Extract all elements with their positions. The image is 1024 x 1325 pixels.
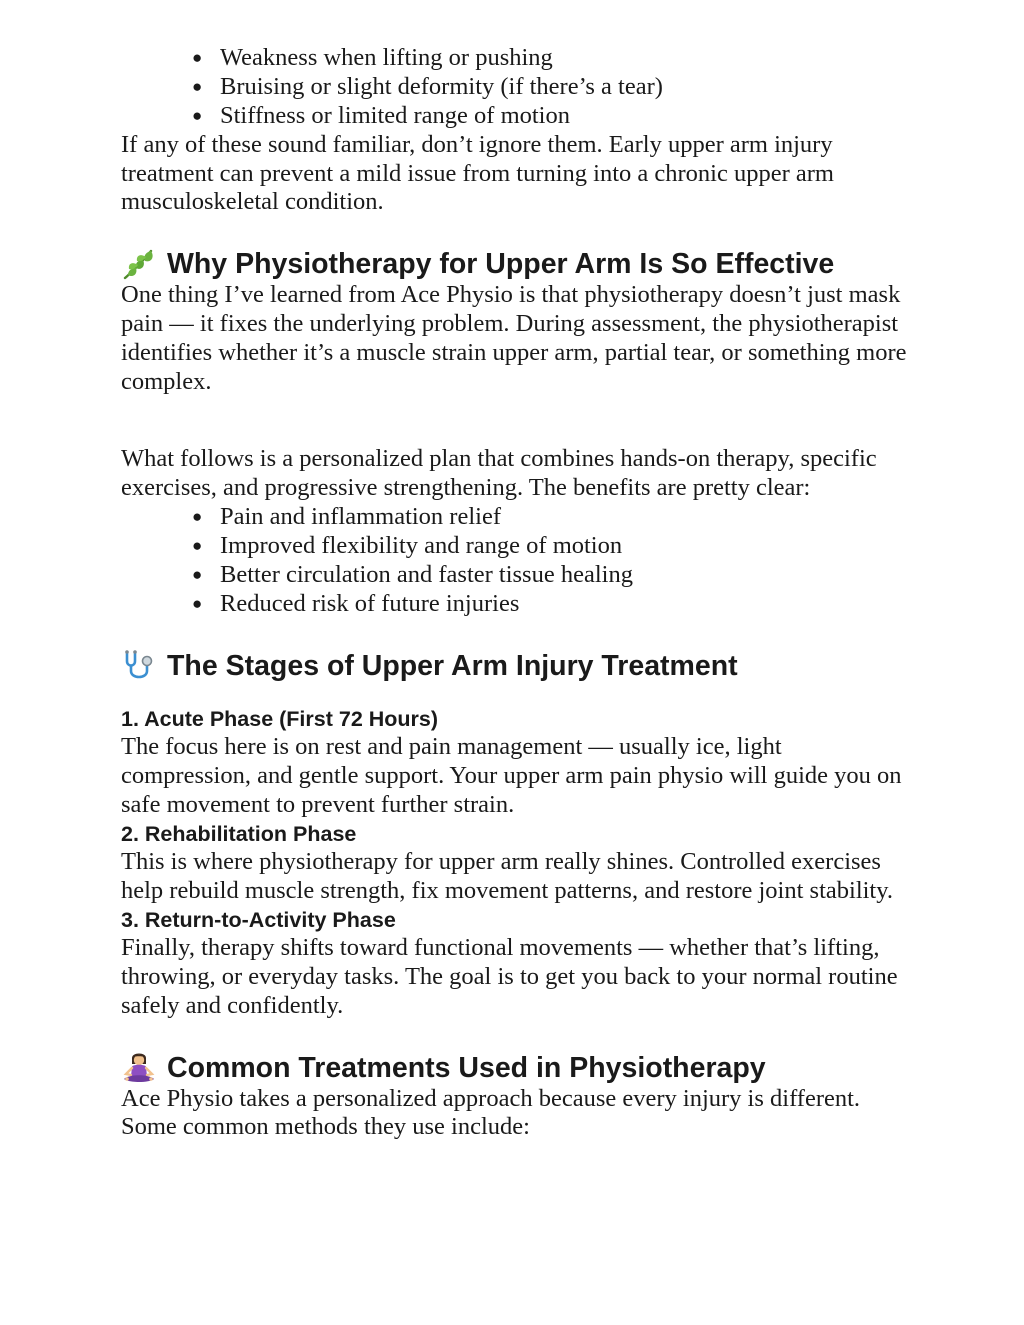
person-in-lotus-position-icon xyxy=(121,1051,157,1085)
list-item-text: Weakness when lifting or pushing xyxy=(220,44,553,71)
section-heading-stages xyxy=(121,649,911,683)
bullet-icon: ● xyxy=(192,76,203,96)
list-item-text: Improved flexibility and range of motion xyxy=(220,531,623,559)
phase-text-acute: The focus here is on rest and pain management — usually ice, light compression, and gentle support. Your upper arm pain physio will guide you on safe movement to prevent further strain. xyxy=(121,733,902,818)
list-item-text: Pain and inflammation relief xyxy=(220,502,501,530)
phase-text-return-to-activity: Finally, therapy shifts toward functional movements — whether that’s lifting, throwing, or everyday tasks. The goal is to get you back to your normal routine safely and confidently. xyxy=(121,934,898,1019)
phase-text-rehabilitation: This is where physiotherapy for upper arm really shines. Controlled exercises help rebuild muscle strength, fix movement patterns, and restore joint stability. xyxy=(121,848,894,904)
intro-paragraph: If any of these sound familiar, don’t ignore them. Early upper arm injury treatment can prevent a mild issue from turning into a chronic upper arm musculoskeletal condition. xyxy=(121,130,834,216)
phase-title-rehabilitation: 2. Rehabilitation Phase xyxy=(121,821,357,846)
bullet-icon: ● xyxy=(192,593,203,613)
list-item xyxy=(121,102,911,131)
bullet-icon: ● xyxy=(192,535,203,555)
document-page xyxy=(121,44,911,1142)
stethoscope-icon xyxy=(121,649,157,683)
symptom-list xyxy=(121,44,911,131)
herb-icon xyxy=(121,247,157,281)
list-item xyxy=(121,73,911,102)
list-item xyxy=(121,532,911,561)
list-item-text: Stiffness or limited range of motion xyxy=(220,101,570,129)
section-title: Why Physiotherapy for Upper Arm Is So Effective xyxy=(167,248,835,281)
benefits-list xyxy=(121,503,911,619)
bullet-icon: ● xyxy=(192,105,203,125)
bullet-icon: ● xyxy=(192,48,203,67)
why-paragraph-2: What follows is a personalized plan that combines hands-on therapy, specific exercises, and progressive strengthening. The benefits are pretty clear: xyxy=(121,445,877,502)
phase-title-return-to-activity: 3. Return-to-Activity Phase xyxy=(121,907,396,932)
section-heading-treatments xyxy=(121,1051,911,1085)
list-item xyxy=(121,561,911,590)
list-item-text: Reduced risk of future injuries xyxy=(220,589,520,617)
list-item xyxy=(121,503,911,532)
section-heading-why xyxy=(121,247,911,281)
section-title: The Stages of Upper Arm Injury Treatment xyxy=(167,649,738,682)
bullet-icon: ● xyxy=(192,506,203,526)
list-item xyxy=(121,44,911,73)
list-item-text: Better circulation and faster tissue healing xyxy=(220,560,633,588)
list-item-text: Bruising or slight deformity (if there’s a tear) xyxy=(220,72,663,100)
section-title: Common Treatments Used in Physiotherapy xyxy=(167,1051,766,1084)
treatments-paragraph: Ace Physio takes a personalized approach because every injury is different. Some common methods they use include: xyxy=(121,1084,861,1141)
list-item xyxy=(121,590,911,619)
bullet-icon: ● xyxy=(192,564,203,584)
phase-title-acute: 1. Acute Phase (First 72 Hours) xyxy=(121,706,439,731)
why-paragraph-1: One thing I’ve learned from Ace Physio is that physiotherapy doesn’t just mask pain — it fixes the underlying problem. During assessment, the physiotherapist identifies whether it’s a muscle strain upper arm, partial tear, or something more complex. xyxy=(121,281,907,395)
